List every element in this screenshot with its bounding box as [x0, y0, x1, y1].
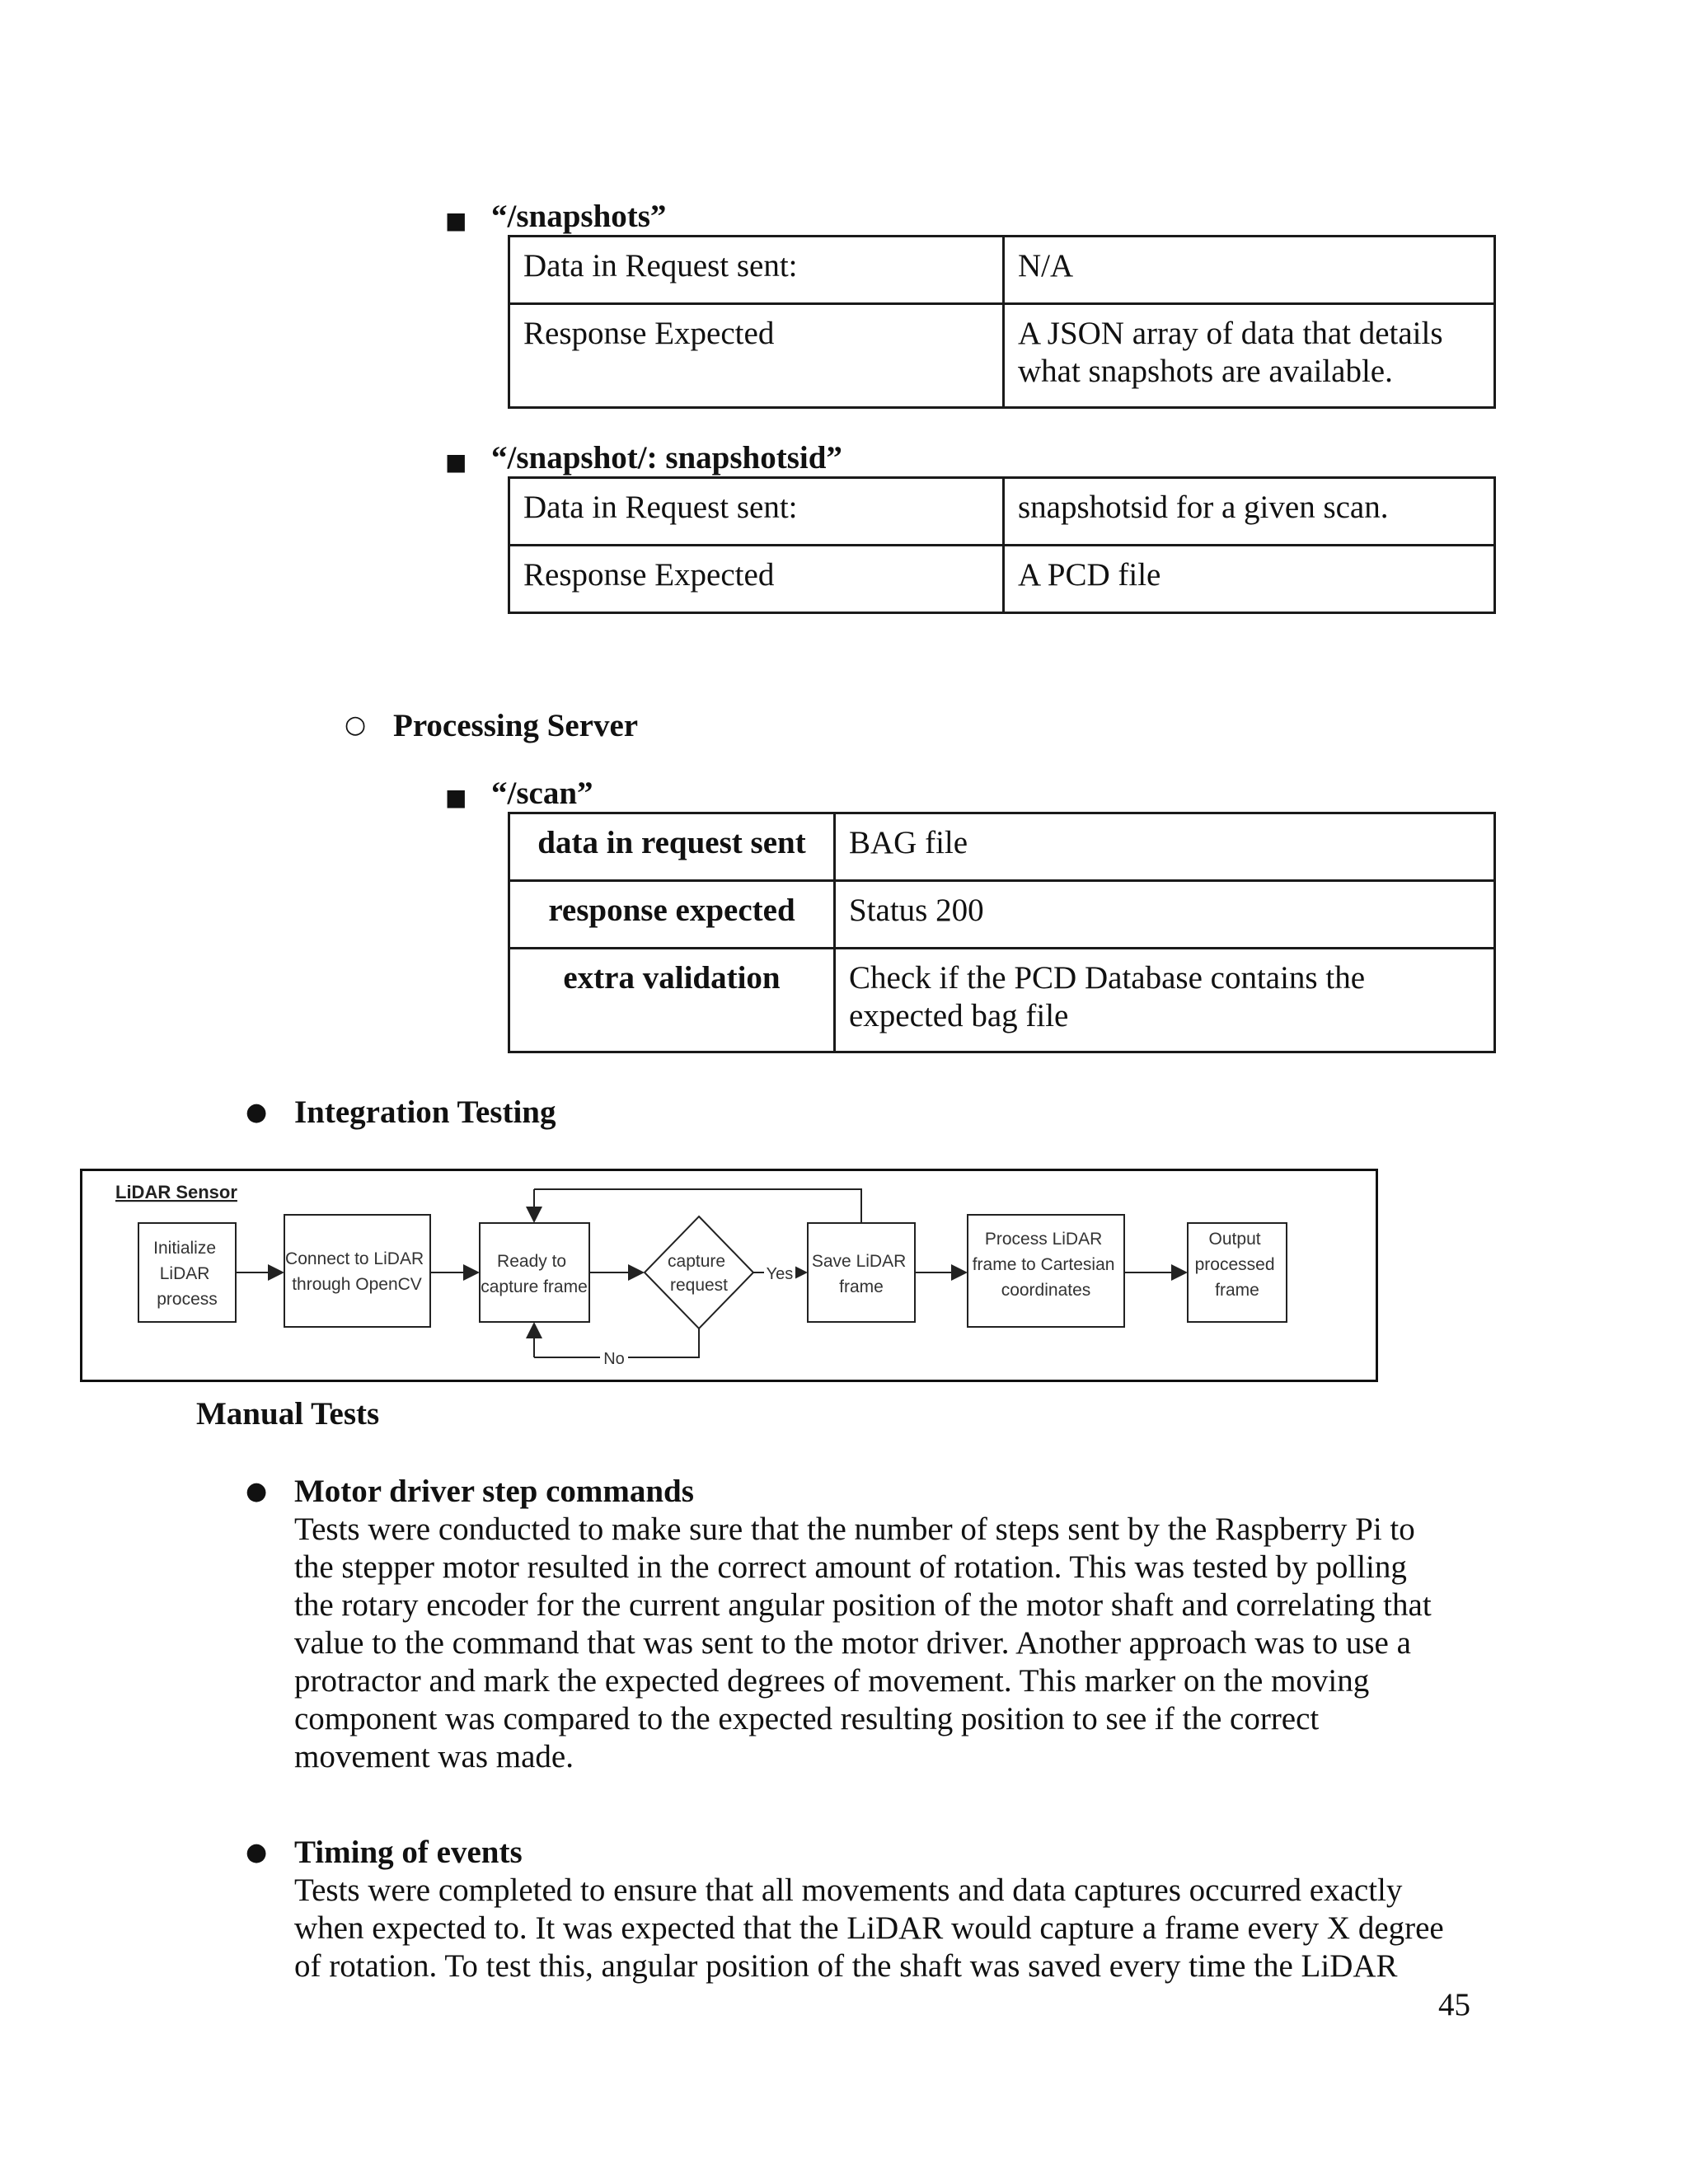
timing-events-paragraph: Tests were completed to ensure that all movements and data captures occurred exactly when expected to. It was expected that the LiDAR would capture a frame every X degree of rotation. To test this, angular position of the shaft was saved every time the LiDAR — [294, 1872, 1444, 1984]
lidar-flow-diagram — [80, 1169, 1378, 1382]
circle-bullet-icon: ○ — [345, 710, 367, 739]
square-bullet-icon: ■ — [445, 448, 467, 476]
node-process-label: Process LiDAR frame to Cartesian coordinates — [972, 1230, 1115, 1300]
square-bullet-icon: ■ — [445, 784, 467, 811]
dot-bullet-icon: ● — [246, 1838, 268, 1867]
node-decision — [645, 1216, 753, 1329]
node-save — [808, 1223, 915, 1322]
processing-server-heading: Processing Server — [393, 708, 639, 743]
node-connect — [284, 1215, 430, 1327]
page-number: 45 — [1438, 1987, 1470, 2022]
table-cell-value: A PCD file — [1004, 546, 1495, 613]
yes-label: Yes — [766, 1265, 794, 1283]
square-bullet-icon: ■ — [445, 207, 467, 234]
table-cell-label: response expected — [509, 881, 835, 949]
dot-bullet-icon: ● — [246, 1477, 268, 1506]
endpoint-snapshot-id: “/snapshot/: snapshotsid” — [491, 440, 842, 476]
integration-testing-heading: Integration Testing — [294, 1094, 556, 1130]
table-cell-value: snapshotsid for a given scan. — [1004, 478, 1495, 546]
node-decision-label: capture request — [668, 1252, 729, 1295]
node-output-label: Output processed frame — [1194, 1230, 1275, 1300]
node-ready-label: Ready to capture frame — [481, 1252, 588, 1296]
snapshot-id-table — [508, 476, 1496, 614]
no-label: No — [603, 1350, 625, 1368]
node-ready — [480, 1223, 589, 1322]
table-cell-label: extra validation — [509, 949, 835, 1052]
table-cell-value: Check if the PCD Database contains the expected bag file — [835, 949, 1495, 1052]
table-cell-label: Data in Request sent: — [509, 237, 1004, 304]
table-cell-label: data in request sent — [509, 813, 835, 881]
snapshots-table — [508, 235, 1496, 409]
table-cell-value: N/A — [1004, 237, 1495, 304]
table-cell-value: BAG file — [835, 813, 1495, 881]
scan-table — [508, 812, 1496, 1053]
node-save-label: Save LiDAR frame — [811, 1252, 907, 1296]
table-cell-label: Response Expected — [509, 546, 1004, 613]
motor-driver-paragraph: Tests were conducted to make sure that the number of steps sent by the Raspberry Pi to the stepper motor resulted in the correct amount of rotation. This was tested by polling the rotary encoder for the current angular position of the motor shaft and correlating that value to the command that was sent to the motor driver. Another approach was to use a protractor and mark the expected degrees of movement. This marker on the moving component was compared to the expected resulting position to see if the correct movement was made. — [294, 1511, 1432, 1774]
diagram-title: LiDAR Sensor — [115, 1182, 237, 1202]
endpoint-snapshots: “/snapshots” — [491, 199, 667, 234]
table-cell-label: Data in Request sent: — [509, 478, 1004, 546]
table-cell-label: Response Expected — [509, 304, 1004, 408]
endpoint-scan: “/scan” — [491, 776, 593, 811]
node-initialize-label: Initialize LiDAR process — [153, 1239, 218, 1309]
dot-bullet-icon: ● — [246, 1098, 268, 1127]
table-cell-value: Status 200 — [835, 881, 1495, 949]
timing-events-title: Timing of events — [294, 1835, 523, 1870]
motor-driver-title: Motor driver step commands — [294, 1474, 694, 1509]
manual-tests-heading: Manual Tests — [196, 1396, 380, 1432]
flow-diagram-svg — [82, 1171, 1376, 1380]
node-connect-label: Connect to LiDAR through OpenCV — [285, 1249, 424, 1294]
table-cell-value: A JSON array of data that details what snapshots are available. — [1004, 304, 1495, 408]
